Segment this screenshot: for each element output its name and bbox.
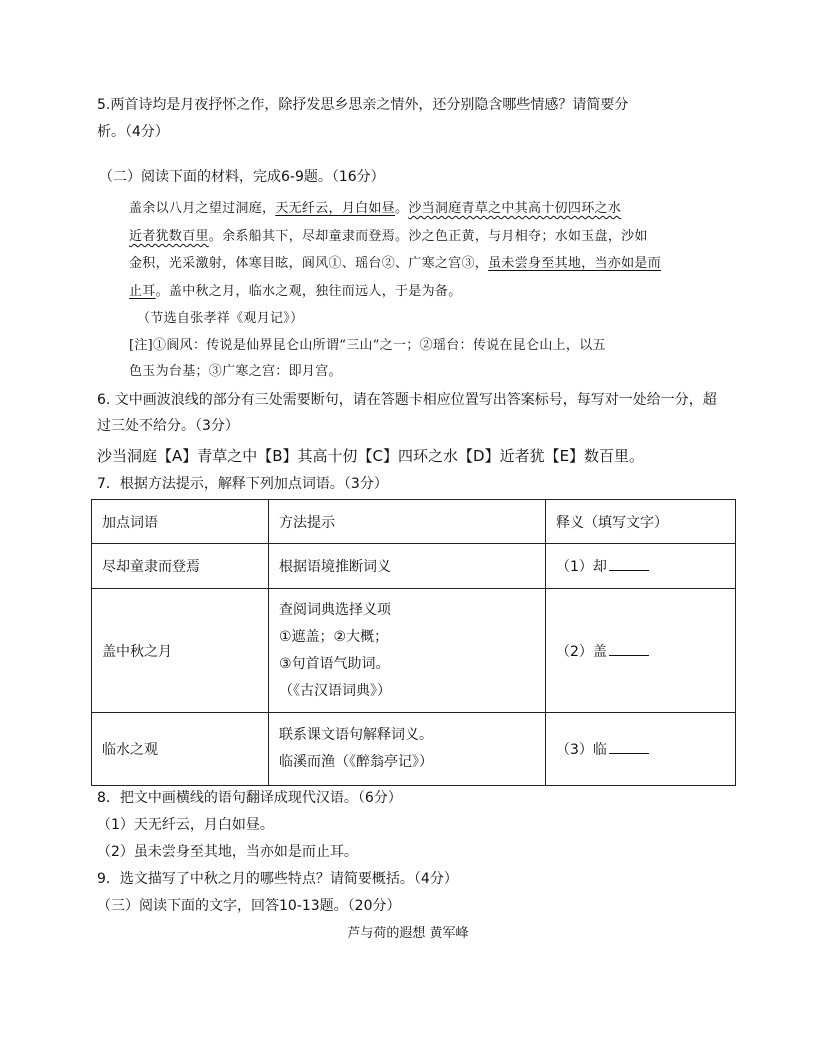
answer-cell[interactable]: [546, 544, 736, 589]
method-cell: 根据语境推断词义: [269, 544, 546, 589]
passage-line-4: [129, 282, 462, 302]
method-line: 查阅词典选择义项: [279, 601, 391, 618]
q7-prompt: 7．根据方法提示，解释下列加点词语。（3分）: [97, 476, 388, 492]
q5-line1: 5.两首诗均是月夜抒怀之作，除抒发思乡思亲之情外，还分别隐含哪些情感？请简要分: [97, 97, 629, 113]
underlined-sentence-2: 虽未尝身至其地，当亦如是而: [488, 256, 662, 271]
passage-line-3: [129, 254, 661, 274]
section3-heading: （三）阅读下面的文字，回答10-13题。（20分）: [97, 898, 401, 914]
method-line: 临溪而渔（《醉翁亭记》）: [279, 754, 433, 770]
passage-note-2: 色玉为台基；③广寒之宫：即月宫。: [129, 364, 342, 379]
passage-text: 盖余以八月之望过洞庭，: [129, 201, 276, 216]
passage-note-1: [注]①阆风：传说是仙界昆仑山所谓“三山”之一；②瑶台：传说在昆仑山上，以五: [129, 338, 606, 353]
table-row: [92, 544, 736, 589]
answer-label: （3）临: [556, 742, 607, 758]
table-row: [92, 713, 736, 786]
section2-heading: （二）阅读下面的材料，完成6-9题。（16分）: [99, 169, 385, 185]
word-cell: 尽却童隶而登焉: [92, 544, 269, 589]
word-cell: 临水之观: [92, 713, 269, 786]
answer-cell[interactable]: [546, 589, 736, 713]
header-word: 加点词语: [92, 500, 269, 544]
method-line: ①遮盖；②大概；: [279, 628, 389, 645]
wavy-sentence-cont: 近者犹数百里: [129, 229, 209, 244]
header-answer: 释义（填写文字）: [546, 500, 736, 544]
method-line: ③句首语气助词。: [279, 655, 390, 672]
q5-line2: 析。（4分）: [97, 124, 169, 140]
method-table: [91, 499, 736, 786]
passage-line-1: [129, 199, 621, 219]
table-header-row: [92, 500, 736, 544]
answer-label: （2）盖: [556, 643, 607, 660]
q8-prompt: 8．把文中画横线的语句翻译成现代汉语。（6分）: [97, 790, 402, 806]
answer-blank[interactable]: [609, 641, 649, 656]
method-cell: [269, 713, 546, 786]
word-cell: 盖中秋之月: [92, 589, 269, 713]
q8-sentence-2: （2）虽未尝身至其地，当亦如是而止耳。: [97, 844, 358, 860]
wavy-sentence: 沙当洞庭青草之中其高十仞四环之水: [408, 201, 622, 216]
underlined-sentence-1: 天无纤云，月白如昼: [275, 201, 396, 216]
answer-label: （1）却: [556, 559, 607, 575]
method-line: （《古汉语词典》）: [279, 682, 391, 699]
passage-text: 金积，光采激射，体寒目眩，阆风①、瑶台②、广寒之宫③，: [129, 256, 489, 271]
q6-options: 沙当洞庭【A】青草之中【B】其高十仞【C】四环之水【D】近者犹【E】数百里。: [97, 447, 645, 465]
method-cell: [269, 589, 546, 713]
passage-text: 。盖中秋之月，临水之观，独往而远人，于是为备。: [155, 284, 462, 299]
q9-prompt: 9．选文描写了中秋之月的哪些特点？请简要概括。（4分）: [97, 871, 458, 887]
answer-blank[interactable]: [609, 556, 649, 571]
passage-text: 。余系船其下，尽却童隶而登焉。沙之色正黄，与月相夺；水如玉盘，沙如: [208, 229, 648, 244]
q6-line2: 过三处不给分。（3分）: [97, 418, 239, 434]
next-passage-title: 芦与荷的遐想 黄军峰: [347, 926, 469, 941]
q6-line1: 6. 文中画波浪线的部分有三处需要断句，请在答题卡相应位置写出答案标号，每写对一处给一分，超: [97, 392, 717, 408]
passage-line-2: [129, 227, 648, 247]
table-row: [92, 589, 736, 713]
header-method: 方法提示: [269, 500, 546, 544]
method-line: 联系课文语句解释词义。: [279, 727, 433, 743]
answer-cell[interactable]: [546, 713, 736, 786]
passage-text: 。: [395, 201, 409, 216]
q8-sentence-1: （1）天无纤云，月白如昼。: [97, 817, 274, 833]
underlined-sentence-2-cont: 止耳: [129, 284, 156, 299]
passage-source: （节选自张孝祥《观月记》）: [137, 311, 304, 326]
answer-blank[interactable]: [609, 739, 649, 754]
